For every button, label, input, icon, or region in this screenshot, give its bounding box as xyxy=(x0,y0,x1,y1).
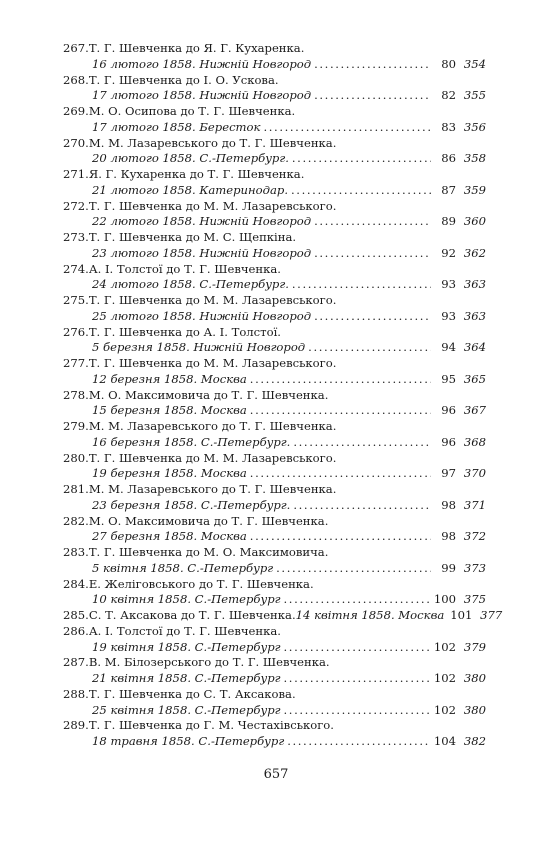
entry-number: 284. xyxy=(63,576,89,591)
entry-date: 17 лютого 1858. Бересток xyxy=(92,119,261,134)
dot-leader xyxy=(284,703,431,719)
entry-number: 269. xyxy=(63,104,89,118)
entry-commentary-page: 372 xyxy=(463,529,486,544)
entry-title: Т. Г. Шевченка до М. О. Максимовича. xyxy=(88,545,329,559)
entry-date-line xyxy=(63,592,486,608)
entry-page: 104 xyxy=(433,734,456,748)
entry-number: 267. xyxy=(63,41,89,55)
entry-title-line xyxy=(63,718,486,734)
entry-page: 89 xyxy=(441,214,456,229)
entry-date-line xyxy=(63,88,486,104)
toc-entry xyxy=(63,167,486,199)
entry-date: 22 лютого 1858. Нижній Новгород xyxy=(92,214,312,229)
entry-number: 287. xyxy=(63,655,89,670)
entry-title-line xyxy=(63,73,486,89)
toc-entry xyxy=(63,325,486,357)
entry-date-line xyxy=(63,309,486,325)
dot-leader xyxy=(263,120,431,136)
entry-number: 270. xyxy=(63,135,89,150)
dot-leader xyxy=(287,734,431,750)
dot-leader xyxy=(293,435,431,451)
toc-entry xyxy=(63,451,486,483)
entry-page: 94 xyxy=(441,340,456,355)
entry-commentary-page: 371 xyxy=(463,497,486,512)
entry-title-line xyxy=(63,514,486,530)
table-of-contents xyxy=(63,41,503,750)
entry-date: 17 лютого 1858. Нижній Новгород xyxy=(92,88,312,103)
dot-leader xyxy=(284,592,431,608)
entry-date: 18 травня 1858. С.-Петербург xyxy=(92,734,285,748)
toc-entry xyxy=(63,577,486,609)
entry-title: Т. Г. Шевченка до М. М. Лазаревського. xyxy=(88,293,337,307)
entry-number: 272. xyxy=(63,198,89,213)
entry-page: 92 xyxy=(441,245,456,260)
entry-date: 12 березня 1858. Москва xyxy=(92,371,247,386)
entry-date-line xyxy=(63,57,486,73)
entry-number: 282. xyxy=(63,513,89,528)
entry-title: С. Т. Аксакова до Т. Г. Шевченка. xyxy=(88,608,296,622)
entry-title-line xyxy=(63,624,486,640)
dot-leader xyxy=(284,671,431,687)
entry-title: М. О. Максимовича до Т. Г. Шевченка. xyxy=(88,513,329,528)
dot-leader xyxy=(276,561,431,577)
entry-date: 19 березня 1858. Москва xyxy=(92,466,247,481)
entry-title: В. М. Білозерського до Т. Г. Шевченка. xyxy=(88,655,330,670)
dot-leader xyxy=(314,57,431,73)
entry-title: Я. Г. Кухаренка до Т. Г. Шевченка. xyxy=(88,167,305,181)
entry-number: 271. xyxy=(63,167,89,181)
entry-commentary-page: 373 xyxy=(463,560,486,575)
entry-page: 86 xyxy=(441,151,456,166)
entry-page: 87 xyxy=(441,182,456,197)
entry-number: 279. xyxy=(63,419,89,433)
dot-leader xyxy=(293,498,431,514)
toc-entry xyxy=(63,293,486,325)
entry-title-line xyxy=(63,262,486,278)
entry-title: М. М. Лазаревського до Т. Г. Шевченка. xyxy=(88,419,337,433)
entry-page: 97 xyxy=(441,466,456,481)
dot-leader xyxy=(250,403,431,419)
entry-title-line xyxy=(63,230,486,246)
entry-number: 274. xyxy=(63,261,89,276)
entry-commentary-page: 356 xyxy=(463,119,486,134)
toc-entry xyxy=(63,608,503,624)
entry-date: 24 лютого 1858. С.-Петербург. xyxy=(92,277,289,292)
entry-date: 14 квітня 1858. Москва xyxy=(295,608,445,622)
entry-date-line xyxy=(63,151,486,167)
entry-number: 286. xyxy=(63,623,89,638)
entry-title-line xyxy=(63,104,486,120)
entry-page: 102 xyxy=(433,671,456,685)
entry-title: М. О. Максимовича до Т. Г. Шевченка. xyxy=(88,387,329,402)
entry-date: 19 квітня 1858. С.-Петербург xyxy=(92,639,281,654)
entry-title: Е. Желіговського до Т. Г. Шевченка. xyxy=(88,576,314,591)
entry-date: 20 лютого 1858. С.-Петербург. xyxy=(92,151,289,166)
entry-commentary-page: 375 xyxy=(463,592,486,607)
entry-title-line xyxy=(63,687,486,703)
entry-page: 80 xyxy=(441,56,456,71)
entry-date-line xyxy=(63,403,486,419)
entry-title-line xyxy=(63,293,486,309)
entry-date-line xyxy=(63,561,486,577)
entry-title-line xyxy=(63,356,486,372)
entry-page: 93 xyxy=(441,277,456,292)
entry-commentary-page: 363 xyxy=(463,277,486,292)
page-number: 657 xyxy=(263,767,289,782)
entry-page: 102 xyxy=(433,639,456,654)
entry-date-line xyxy=(63,734,486,750)
entry-page: 98 xyxy=(441,529,456,544)
entry-number: 276. xyxy=(63,324,89,339)
entry-title-line xyxy=(63,419,486,435)
entry-commentary-page: 377 xyxy=(480,608,503,622)
entry-date: 23 березня 1858. С.-Петербург. xyxy=(92,497,291,512)
entry-title: Т. Г. Шевченка до М. М. Лазаревського. xyxy=(88,198,337,213)
toc-entry xyxy=(63,388,486,420)
entry-date: 5 квітня 1858. С.-Петербург xyxy=(92,560,274,575)
entry-date: 16 лютого 1858. Нижній Новгород xyxy=(92,56,312,71)
toc-entry xyxy=(63,514,486,546)
entry-title-line xyxy=(63,545,486,561)
entry-commentary-page: 380 xyxy=(463,702,486,717)
toc-entry xyxy=(63,718,486,750)
entry-commentary-page: 367 xyxy=(463,403,486,418)
dot-leader xyxy=(292,151,431,167)
entry-page: 100 xyxy=(433,592,456,607)
entry-date-line xyxy=(63,246,486,262)
toc-entry xyxy=(63,356,486,388)
toc-entry xyxy=(63,545,486,577)
dot-leader xyxy=(314,246,431,262)
entry-number: 275. xyxy=(63,293,89,307)
entry-date-line xyxy=(63,277,486,293)
entry-title: Т. Г. Шевченка до М. М. Лазаревського. xyxy=(88,450,337,465)
entry-title: Т. Г. Шевченка до І. О. Ускова. xyxy=(88,72,279,87)
entry-number: 281. xyxy=(63,482,89,496)
dot-leader xyxy=(284,640,431,656)
entry-title-line xyxy=(63,655,486,671)
entry-date-line xyxy=(63,466,486,482)
entry-title: Т. Г. Шевченка до Я. Г. Кухаренка. xyxy=(88,41,305,55)
entry-page: 93 xyxy=(441,308,456,323)
entry-title-line xyxy=(63,608,503,624)
dot-leader xyxy=(292,277,431,293)
dot-leader xyxy=(308,340,431,356)
entry-date-line xyxy=(63,183,486,199)
entry-title: Т. Г. Шевченка до М. С. Щепкіна. xyxy=(88,230,297,244)
entry-date-line xyxy=(63,529,486,545)
toc-entry xyxy=(63,262,486,294)
entry-title: А. І. Толстої до Т. Г. Шевченка. xyxy=(88,261,281,276)
entry-page: 98 xyxy=(441,497,456,512)
entry-date-line xyxy=(63,703,486,719)
entry-page: 102 xyxy=(433,702,456,717)
entry-page: 83 xyxy=(441,119,456,134)
entry-date: 15 березня 1858. Москва xyxy=(92,403,247,418)
entry-number: 268. xyxy=(63,72,89,87)
entry-page: 82 xyxy=(441,88,456,103)
dot-leader xyxy=(291,183,431,199)
entry-title: М. М. Лазаревського до Т. Г. Шевченка. xyxy=(88,482,337,496)
entry-number: 277. xyxy=(63,356,89,370)
entry-date: 23 лютого 1858. Нижній Новгород xyxy=(92,245,312,260)
entry-commentary-page: 354 xyxy=(463,56,486,71)
entry-page: 96 xyxy=(441,434,456,449)
dot-leader xyxy=(250,372,431,388)
entry-commentary-page: 382 xyxy=(463,734,486,748)
entry-title-line xyxy=(63,325,486,341)
toc-entry xyxy=(63,687,486,719)
entry-title: Т. Г. Шевченка до С. Т. Аксакова. xyxy=(88,686,296,701)
entry-commentary-page: 360 xyxy=(463,214,486,229)
entry-commentary-page: 359 xyxy=(463,182,486,197)
entry-date-line xyxy=(63,435,486,451)
entry-number: 280. xyxy=(63,450,89,465)
dot-leader xyxy=(250,529,431,545)
entry-title-line xyxy=(63,388,486,404)
toc-entry xyxy=(63,230,486,262)
entry-title: М. М. Лазаревського до Т. Г. Шевченка. xyxy=(88,135,337,150)
entry-commentary-page: 365 xyxy=(463,371,486,386)
toc-entry xyxy=(63,41,486,73)
toc-entry xyxy=(63,419,486,451)
toc-entry xyxy=(63,136,486,168)
entry-date: 25 квітня 1858. С.-Петербург xyxy=(92,702,281,717)
entry-date-line xyxy=(63,498,486,514)
entry-title: Т. Г. Шевченка до М. М. Лазаревського. xyxy=(88,356,337,370)
entry-date: 27 березня 1858. Москва xyxy=(92,529,247,544)
entry-title-line xyxy=(63,451,486,467)
entry-date-line xyxy=(63,640,486,656)
toc-entry xyxy=(63,655,486,687)
entry-number: 289. xyxy=(63,718,89,733)
entry-commentary-page: 370 xyxy=(463,466,486,481)
dot-leader xyxy=(250,466,431,482)
entry-title-line xyxy=(63,482,486,498)
entry-title-line xyxy=(63,577,486,593)
toc-entry xyxy=(63,482,486,514)
entry-number: 273. xyxy=(63,230,89,244)
entry-page: 101 xyxy=(450,608,473,622)
entry-commentary-page: 362 xyxy=(463,245,486,260)
dot-leader xyxy=(314,214,431,230)
entry-title: Т. Г. Шевченка до Г. М. Честахівського. xyxy=(88,718,334,733)
entry-commentary-page: 368 xyxy=(463,434,486,449)
entry-commentary-page: 355 xyxy=(463,88,486,103)
entry-commentary-page: 364 xyxy=(463,340,486,355)
entry-page: 96 xyxy=(441,403,456,418)
entry-title: Т. Г. Шевченка до А. І. Толстої. xyxy=(88,324,281,339)
entry-number: 285. xyxy=(63,608,89,622)
toc-entry xyxy=(63,199,486,231)
entry-page: 99 xyxy=(441,560,456,575)
entry-date-line xyxy=(63,671,486,687)
entry-page: 95 xyxy=(441,371,456,386)
entry-commentary-page: 380 xyxy=(463,671,486,685)
toc-entry xyxy=(63,73,486,105)
entry-number: 283. xyxy=(63,545,89,559)
entry-date: 21 лютого 1858. Катеринодар. xyxy=(92,182,289,197)
entry-title-line xyxy=(63,167,486,183)
toc-entry xyxy=(63,624,486,656)
entry-title: М. О. Осипова до Т. Г. Шевченка. xyxy=(88,104,296,118)
entry-date-line xyxy=(63,372,486,388)
entry-title-line xyxy=(63,41,486,57)
entry-title-line xyxy=(63,136,486,152)
toc-entry xyxy=(63,104,486,136)
entry-number: 288. xyxy=(63,686,89,701)
dot-leader xyxy=(314,309,431,325)
entry-number: 278. xyxy=(63,387,89,402)
entry-date-line xyxy=(63,120,486,136)
entry-commentary-page: 363 xyxy=(463,308,486,323)
entry-date: 25 лютого 1858. Нижній Новгород xyxy=(92,308,312,323)
entry-title-line xyxy=(63,199,486,215)
dot-leader xyxy=(314,88,431,104)
entry-title: А. І. Толстої до Т. Г. Шевченка. xyxy=(88,623,281,638)
entry-date-line xyxy=(63,340,486,356)
entry-commentary-page: 358 xyxy=(463,151,486,166)
entry-date: 10 квітня 1858. С.-Петербург xyxy=(92,592,281,607)
entry-date-line xyxy=(63,214,486,230)
entry-date: 5 березня 1858. Нижній Новгород xyxy=(92,340,306,355)
entry-commentary-page: 379 xyxy=(463,639,486,654)
entry-date: 21 квітня 1858. С.-Петербург xyxy=(92,671,281,685)
entry-date: 16 березня 1858. С.-Петербург. xyxy=(92,434,291,449)
